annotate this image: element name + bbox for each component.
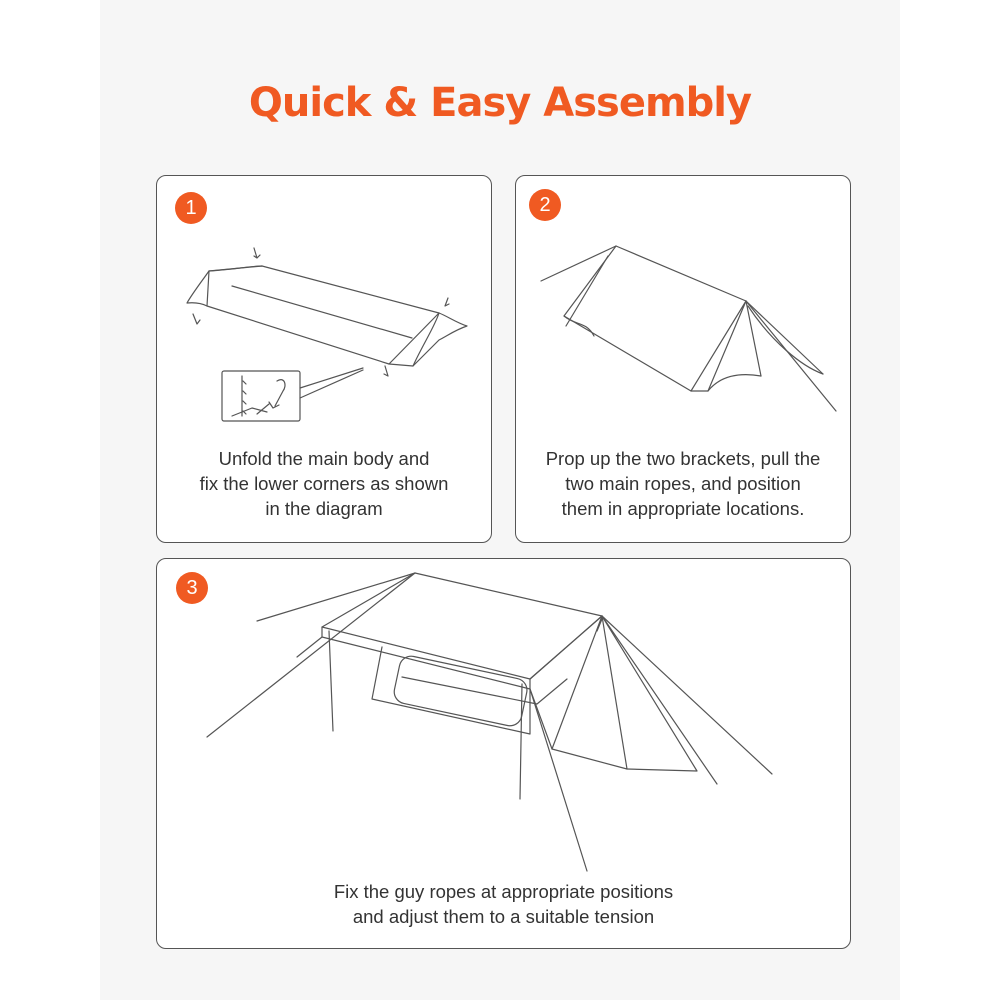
step-2-caption: Prop up the two brackets, pull the two main ropes, and position them in appropriate locations. <box>545 448 821 519</box>
page-title: Quick & Easy Assembly <box>248 80 752 126</box>
step-3-panel <box>156 558 851 949</box>
step-1-badge: 1 <box>175 192 207 224</box>
step-1-panel <box>156 175 492 543</box>
step-2-badge: 2 <box>529 189 561 221</box>
step-3-caption: Fix the guy ropes at appropriate positions and adjust them to a suitable tension <box>333 881 674 927</box>
step-2-panel <box>515 175 851 543</box>
step-1-caption: Unfold the main body and fix the lower corners as shown in the diagram <box>199 448 449 519</box>
step-3-badge: 3 <box>176 572 208 604</box>
